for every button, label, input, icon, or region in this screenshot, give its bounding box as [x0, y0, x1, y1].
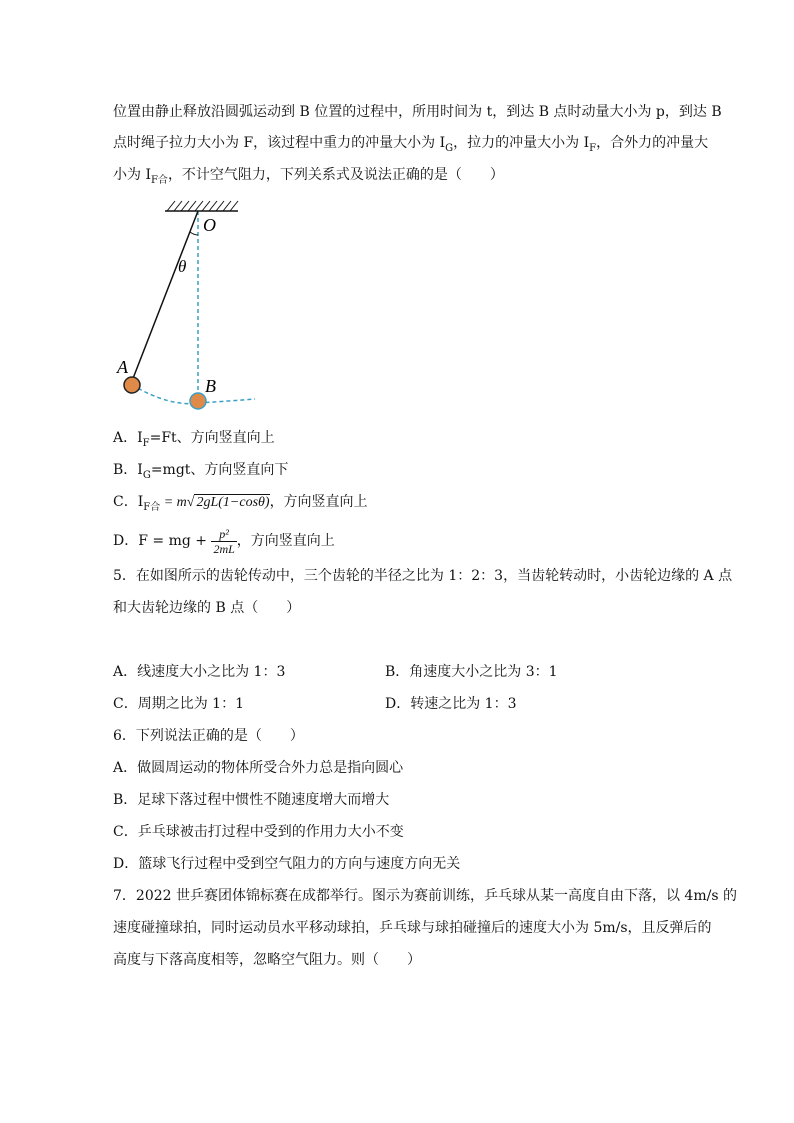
q6-option-B: B．足球下落过程中惯性不随速度增大而增大 [113, 792, 390, 808]
pendulum-string [132, 211, 198, 381]
q4-option-A: A．$I_F=Ft$、方向竖直向上 [113, 430, 275, 449]
label-A: A [117, 357, 128, 377]
q7-stem-line-1: 7．2022 世乒赛团体锦标赛在成都举行。图示为赛前训练，乒乓球从某一高度自由下落，以 4m/s 的 [113, 888, 737, 904]
q5-stem-line-1: 5．在如图所示的齿轮传动中，三个齿轮的半径之比为 1：2：3，当齿轮转动时，小齿轮边缘的 A 点 [113, 568, 733, 584]
q6-stem: 6．下列说法正确的是（ ） [113, 728, 304, 744]
q6-option-C: C．乒乓球被击打过程中受到的作用力大小不变 [113, 824, 404, 840]
q5-option-C: C．周期之比为 1：1 [113, 696, 244, 712]
subscript-G: G [445, 143, 454, 154]
q4-stem-line-2: 点时绳子拉力大小为 F，该过程中重力的冲量大小为 $I_G$，拉力的冲量大小为 $I_F$，合外力的冲量大 [113, 135, 709, 154]
pendulum-figure [110, 195, 270, 415]
ball-B [190, 393, 206, 409]
subscript-Fhe: F合 [150, 175, 168, 186]
q4-option-B: B．$I_G=mgt$、方向竖直向下 [113, 462, 289, 481]
label-theta: θ [178, 257, 187, 276]
ball-A [124, 377, 140, 393]
label-O: O [203, 215, 216, 235]
q4-stem-line-1: 位置由静止释放沿圆弧运动到 B 位置的过程中，所用时间为 t，到达 B 点时动量大小为 p，到达 B [113, 104, 722, 120]
q6-option-A: A．做圆周运动的物体所受合外力总是指向圆心 [113, 760, 404, 776]
label-B: B [205, 376, 216, 396]
sqrt-expression: 2gL(1−cosθ) [196, 495, 270, 510]
q4-option-C: C．$I_{F合} = m√$ 2gL(1−cosθ)，方向竖直向上 [113, 494, 368, 513]
subscript-F: F [589, 143, 597, 154]
q4-option-D: D．F = mg + $\frac{\text{p²}}{2mL}$ ，方向竖直向上 [113, 526, 335, 556]
q5-stem-line-2: 和大齿轮边缘的 B 点（ ） [113, 600, 301, 616]
q4-stem-line-3: 小为 $I_{F合}$，不计空气阻力，下列关系式及说法正确的是（ ） [113, 167, 504, 186]
fraction-p2-over-2mL: $\frac{\text{p²}}{2mL}$ [213, 526, 235, 556]
q7-stem-line-3: 高度与下落高度相等，忽略空气阻力。则（ ） [113, 952, 421, 968]
theta-arc [190, 232, 198, 235]
ceiling-hatch [167, 201, 238, 211]
q5-option-A: A．线速度大小之比为 1：3 [113, 664, 286, 680]
q5-option-D: D．转速之比为 1：3 [385, 696, 517, 712]
q6-option-D: D．篮球飞行过程中受到空气阻力的方向与速度方向无关 [113, 856, 461, 872]
q5-option-B: B．角速度大小之比为 3：1 [385, 664, 558, 680]
q7-stem-line-2: 速度碰撞球拍，同时运动员水平移动球拍，乒乓球与球拍碰撞后的速度大小为 5m/s，且反弹后的 [113, 920, 712, 936]
